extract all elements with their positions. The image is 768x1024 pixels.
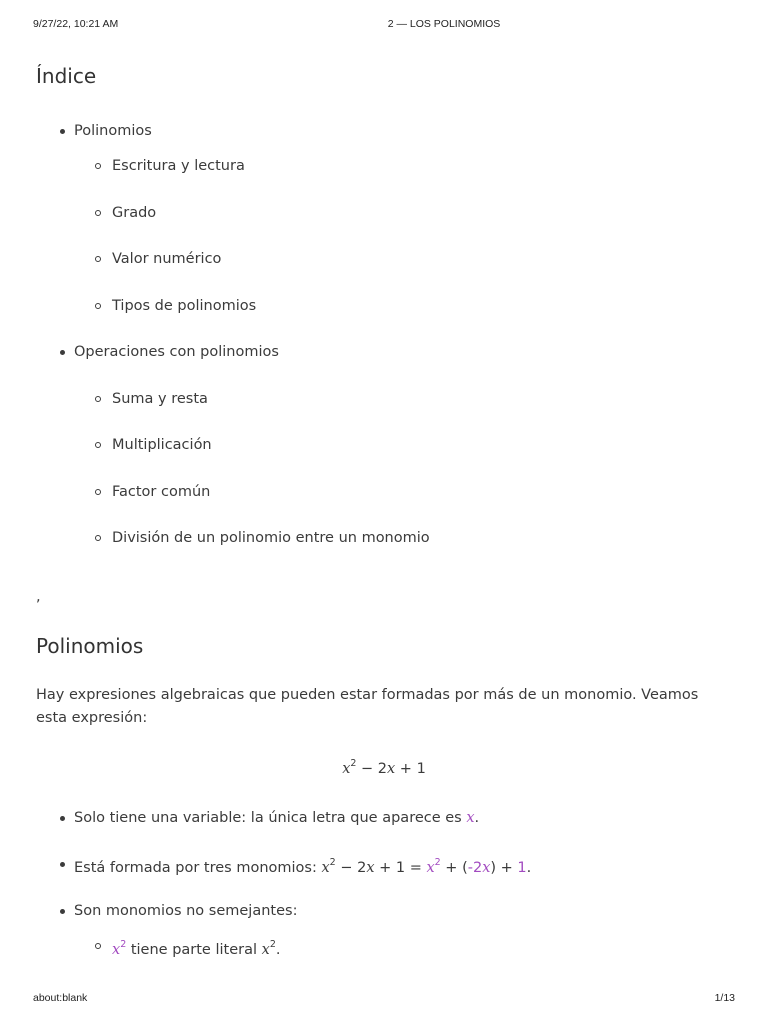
- toc-subitem-valor-numerico[interactable]: [36, 249, 221, 269]
- toc-subitem-grado[interactable]: [36, 203, 156, 223]
- toc-subitem-label: División de un polinomio entre un monomio: [112, 530, 430, 546]
- toc-subitem-label: Valor numérico: [112, 251, 222, 267]
- print-title: 2 — LOS POLINOMIOS: [387, 18, 501, 30]
- toc-subitem-label: Escritura y lectura: [112, 158, 245, 174]
- toc-subitem-label: Factor común: [112, 484, 211, 500]
- toc-subitem-tipos[interactable]: [36, 296, 256, 316]
- main-expression: $x^2 - 2x + 1$: [342, 758, 426, 777]
- bullet-one-variable: Solo tiene una variable: la única letra que aparece es x.: [36, 808, 479, 828]
- toc-subitem-escritura[interactable]: [36, 156, 245, 176]
- toc-item-label: Polinomios: [74, 123, 152, 139]
- toc-subitem-label: Tipos de polinomios: [112, 298, 257, 314]
- toc-item-label: Operaciones con polinomios: [74, 344, 279, 360]
- section-heading: Polinomios: [36, 634, 144, 658]
- print-page-number: 1/13: [714, 992, 735, 1004]
- bullet-three-text: Son monomios no semejantes:: [74, 903, 298, 919]
- subbullet-literal-part: $x^2$ tiene parte literal $x^2$.: [36, 936, 280, 960]
- bullet-one-text: Solo tiene una variable: la única letra que aparece es: [74, 810, 467, 826]
- toc-subitem-factor-comun[interactable]: [36, 482, 210, 502]
- print-footer: [0, 992, 768, 1006]
- index-heading: Índice: [36, 64, 97, 88]
- toc-subitem-division[interactable]: [36, 528, 430, 548]
- bullet-not-similar: [36, 901, 297, 921]
- toc-subitem-suma-resta[interactable]: [36, 389, 208, 409]
- print-datetime: 9/27/22, 10:21 AM: [33, 18, 119, 30]
- print-url: about:blank: [33, 992, 88, 1004]
- toc-subitem-label: Suma y resta: [112, 391, 208, 407]
- toc-subitem-label: Multiplicación: [112, 437, 212, 453]
- toc-item-polinomios[interactable]: [36, 121, 152, 141]
- intro-paragraph: Hay expresiones algebraicas que pueden estar formadas por más de un monomio. Veamos esta expresión:: [36, 687, 699, 726]
- print-header: [0, 18, 768, 32]
- toc-item-operaciones[interactable]: [36, 342, 279, 362]
- stray-comma: ,: [36, 589, 41, 605]
- toc-subitem-multiplicacion[interactable]: [36, 435, 212, 455]
- bullet-three-monomials: Está formada por tres monomios: $x^2 - 2x + 1 = x^2 + (-2x) + 1$.: [36, 854, 531, 878]
- bullet-two-text: Está formada por tres monomios:: [74, 859, 322, 876]
- toc-subitem-label: Grado: [112, 205, 157, 221]
- subbullet-text: tiene parte literal: [126, 941, 262, 958]
